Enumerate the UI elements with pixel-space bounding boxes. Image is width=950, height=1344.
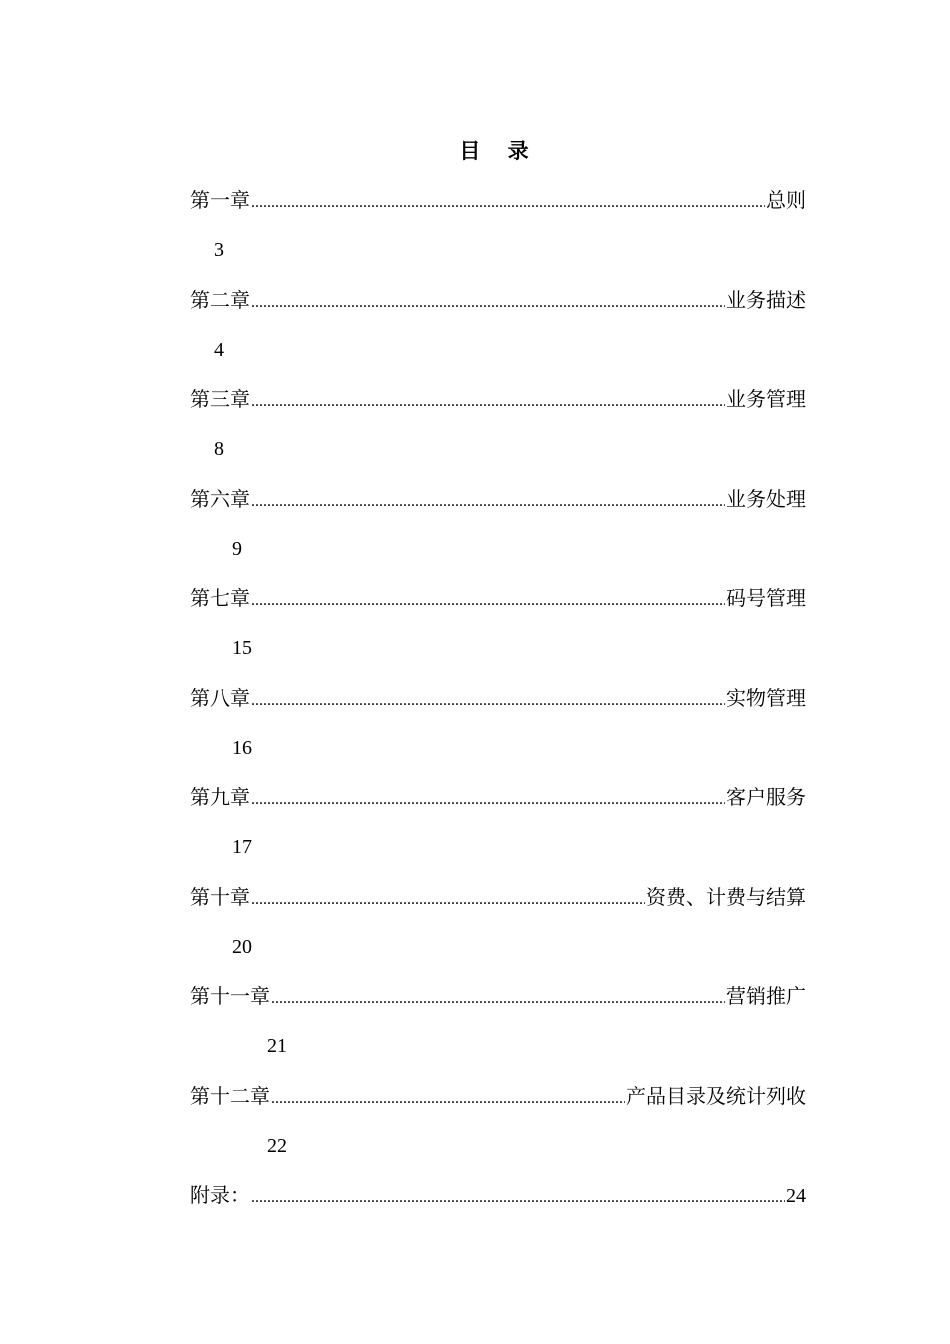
toc-page-number: 3 [214,239,224,261]
toc-entry[interactable] [190,184,806,284]
toc-chapter-name: 业务处理 [726,486,806,511]
toc-page-number: 21 [267,1035,287,1057]
toc-page-number: 22 [267,1134,287,1157]
toc-entry[interactable] [190,284,806,384]
toc-page-number: 16 [232,736,252,759]
toc-chapter: 第十章 [190,884,250,909]
toc-leader-dots [251,784,725,816]
toc-page-number: 15 [232,637,252,659]
toc-page-number: 4 [214,338,224,361]
toc-page-number: 8 [214,438,224,460]
toc-list [190,184,806,1279]
toc-leader-dots [251,486,725,518]
toc-page-number: 17 [232,836,252,858]
toc-chapter-name: 业务描述 [726,287,806,312]
toc-chapter-name: 营销推广 [726,984,806,1008]
toc-entry[interactable] [190,980,806,1080]
toc-chapter-name: 产品目录及统计列收 [626,1083,806,1108]
toc-chapter: 第九章 [190,785,250,809]
toc-leader-dots [251,685,725,717]
toc-chapter-name: 实物管理 [726,685,806,710]
toc-page-number: 9 [232,537,242,560]
toc-chapter-name: 资费、计费与结算 [646,884,806,909]
toc-entry[interactable] [190,881,806,981]
toc-leader-dots [251,386,725,418]
toc-entry[interactable] [190,483,806,583]
toc-entry[interactable] [190,682,806,782]
toc-leader-dots [271,983,725,1015]
toc-chapter-name: 业务管理 [726,387,806,411]
toc-leader-dots [251,187,765,219]
toc-leader-dots [251,585,725,617]
toc-chapter: 第二章 [190,287,250,312]
toc-chapter: 第十一章 [190,984,270,1008]
toc-entry[interactable] [190,1080,806,1180]
toc-chapter-name: 总则 [766,188,806,212]
toc-chapter: 第八章 [190,685,250,710]
toc-chapter: 第六章 [190,486,250,511]
toc-entry[interactable] [190,781,806,881]
toc-leader-dots [251,1182,785,1214]
toc-entry[interactable] [190,582,806,682]
toc-appendix-label: 附录： [190,1183,250,1207]
toc-chapter-name: 码号管理 [726,586,806,610]
toc-leader-dots [271,1083,625,1115]
toc-entry-appendix[interactable] [190,1179,806,1279]
toc-chapter: 第十二章 [190,1083,270,1108]
toc-entry[interactable] [190,383,806,483]
toc-page-number: 24 [786,1185,806,1207]
toc-leader-dots [251,287,725,319]
toc-chapter: 第七章 [190,586,250,610]
toc-page-number: 20 [232,935,252,958]
toc-title: 目 录 [459,138,539,163]
toc-leader-dots [251,884,645,916]
toc-chapter: 第一章 [190,188,250,212]
toc-chapter-name: 客户服务 [726,785,806,809]
toc-chapter: 第三章 [190,387,250,411]
